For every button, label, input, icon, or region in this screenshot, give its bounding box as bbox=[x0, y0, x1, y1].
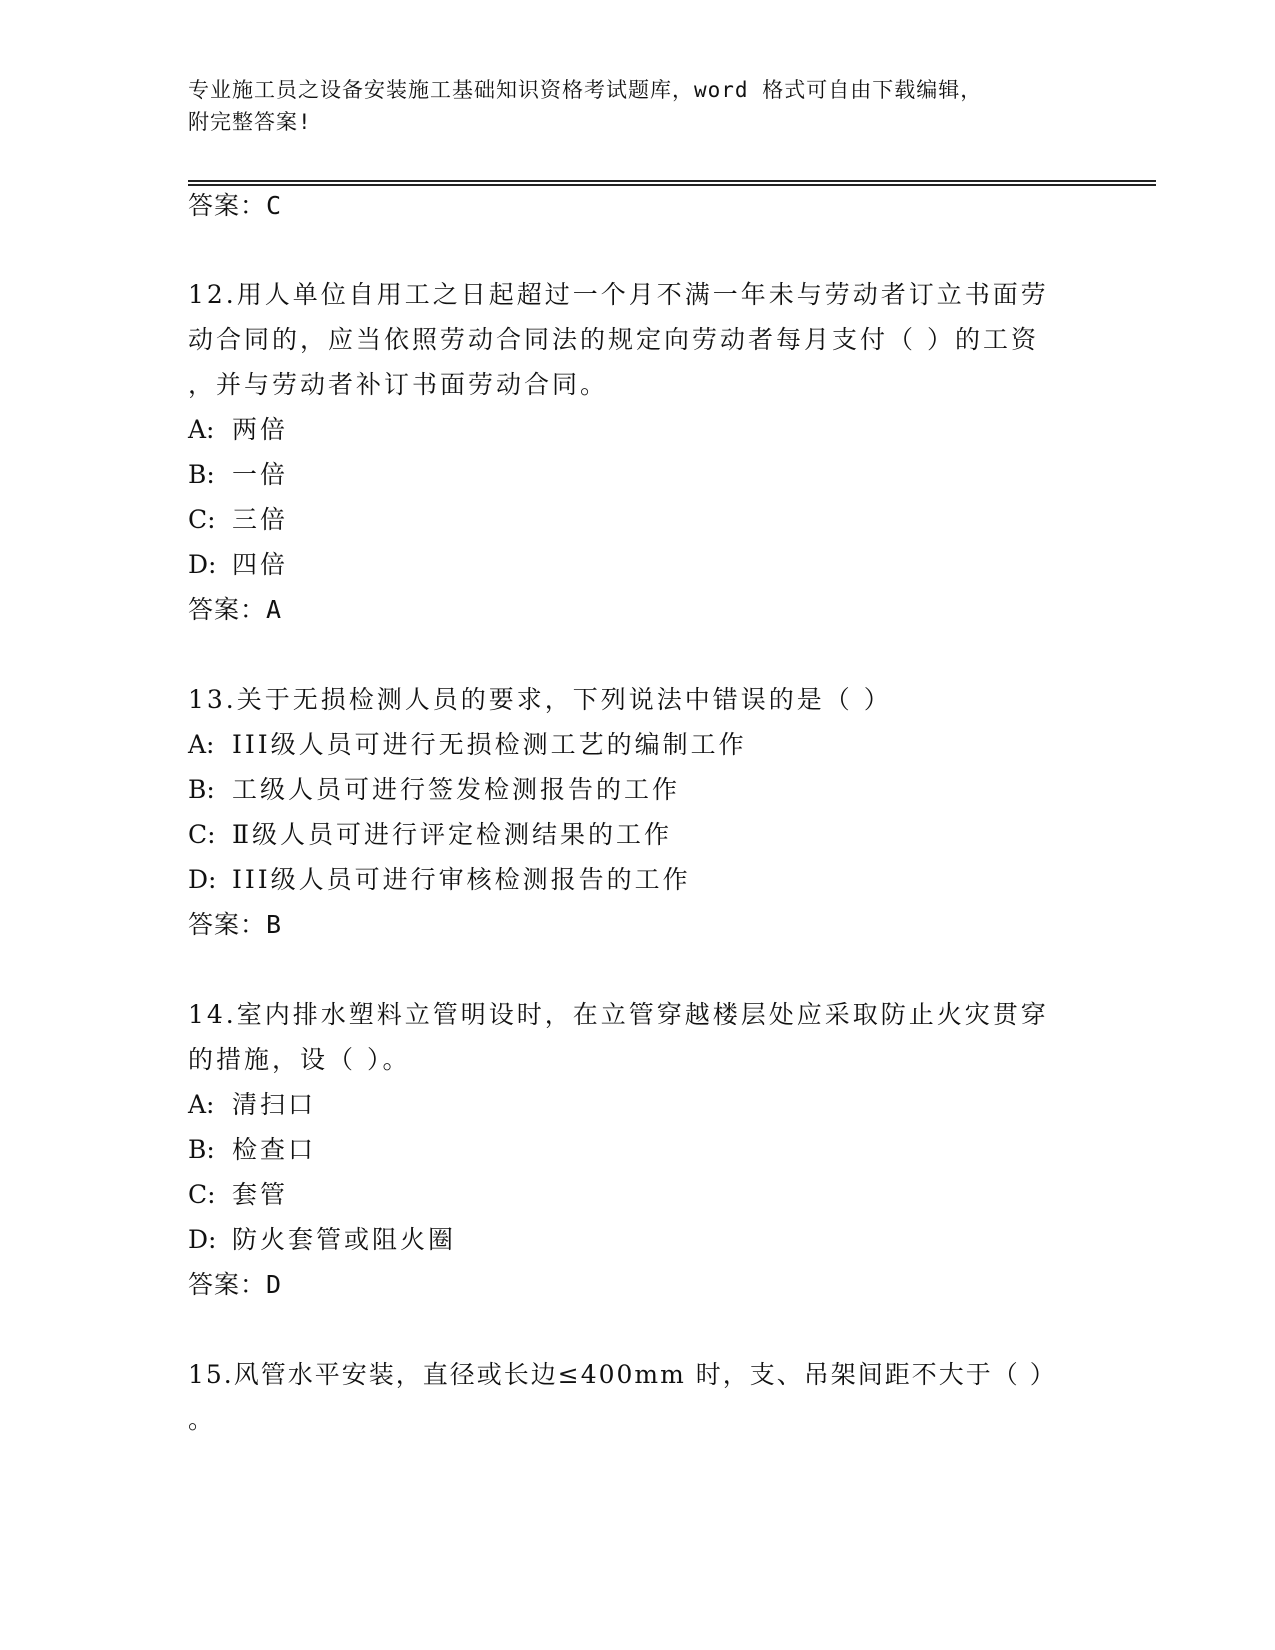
option-key: C: bbox=[188, 505, 216, 534]
question-13-line-1: 13.关于无损检测人员的要求，下列说法中错误的是（ ） bbox=[188, 685, 892, 714]
question-13-option-c bbox=[188, 815, 672, 851]
header-line-2: 附完整答案! bbox=[188, 110, 312, 134]
answer-letter: B bbox=[266, 910, 283, 939]
question-13-option-b bbox=[188, 770, 680, 806]
option-text: 三倍 bbox=[232, 505, 289, 534]
question-12-option-a bbox=[188, 410, 288, 446]
question-15-line-2: 。 bbox=[188, 1405, 217, 1434]
option-text: III级人员可进行无损检测工艺的编制工作 bbox=[232, 730, 747, 759]
question-14-option-b bbox=[188, 1130, 316, 1166]
option-text: 套管 bbox=[232, 1180, 289, 1209]
question-14-option-c bbox=[188, 1175, 288, 1211]
option-text: Ⅱ级人员可进行评定检测结果的工作 bbox=[232, 820, 672, 849]
header-line-1: 专业施工员之设备安装施工基础知识资格考试题库，word 格式可自由下载编辑， bbox=[188, 78, 983, 102]
option-key: C: bbox=[188, 820, 216, 849]
question-12-option-d bbox=[188, 545, 288, 581]
option-text: 四倍 bbox=[232, 550, 289, 579]
option-key: C: bbox=[188, 1180, 216, 1209]
option-key: A: bbox=[188, 730, 215, 759]
question-13-option-d bbox=[188, 860, 691, 896]
question-12-line-3: ，并与劳动者补订书面劳动合同。 bbox=[188, 370, 609, 399]
option-text: 一倍 bbox=[232, 460, 289, 489]
answer-letter: D bbox=[266, 1270, 283, 1299]
option-key: A: bbox=[188, 1090, 215, 1119]
question-12-line-1: 12.用人单位自用工之日起超过一个月不满一年未与劳动者订立书面劳 bbox=[188, 280, 1049, 309]
answer-line bbox=[188, 1265, 282, 1301]
question-14-option-a bbox=[188, 1085, 316, 1121]
option-key: B: bbox=[188, 460, 215, 489]
question-13-option-a bbox=[188, 725, 747, 761]
answer-line bbox=[188, 590, 282, 626]
option-text: 防火套管或阻火圈 bbox=[232, 1225, 457, 1254]
option-text: 两倍 bbox=[232, 415, 289, 444]
answer-label: 答案： bbox=[188, 910, 267, 939]
question-15-line-1: 15.风管水平安装，直径或长边≤400mm 时，支、吊架间距不大于（ ） bbox=[188, 1360, 1057, 1389]
answer-line bbox=[188, 905, 282, 941]
header-rule-top bbox=[188, 180, 1156, 182]
option-text: 检查口 bbox=[232, 1135, 317, 1164]
question-14-line-1: 14.室内排水塑料立管明设时，在立管穿越楼层处应采取防止火灾贯穿 bbox=[188, 1000, 1049, 1029]
answer-line bbox=[188, 186, 282, 222]
answer-label: 答案： bbox=[188, 191, 267, 220]
answer-letter: C bbox=[266, 191, 283, 220]
answer-label: 答案： bbox=[188, 1270, 267, 1299]
question-12-option-b bbox=[188, 455, 288, 491]
option-key: B: bbox=[188, 775, 215, 804]
header-rule-bottom bbox=[188, 184, 1156, 186]
option-key: D: bbox=[188, 550, 217, 579]
option-key: A: bbox=[188, 415, 215, 444]
option-key: D: bbox=[188, 865, 217, 894]
question-12-line-2: 动合同的，应当依照劳动合同法的规定向劳动者每月支付（ ）的工资 bbox=[188, 325, 1039, 354]
question-14-option-d bbox=[188, 1220, 456, 1256]
option-key: B: bbox=[188, 1135, 215, 1164]
option-text: III级人员可进行审核检测报告的工作 bbox=[232, 865, 691, 894]
option-text: 工级人员可进行签发检测报告的工作 bbox=[232, 775, 681, 804]
option-key: D: bbox=[188, 1225, 217, 1254]
answer-label: 答案： bbox=[188, 595, 267, 624]
page-header bbox=[188, 74, 1068, 138]
option-text: 清扫口 bbox=[232, 1090, 317, 1119]
answer-letter: A bbox=[266, 595, 283, 624]
question-12-option-c bbox=[188, 500, 288, 536]
question-14-line-2: 的措施，设（ ）。 bbox=[188, 1045, 411, 1074]
